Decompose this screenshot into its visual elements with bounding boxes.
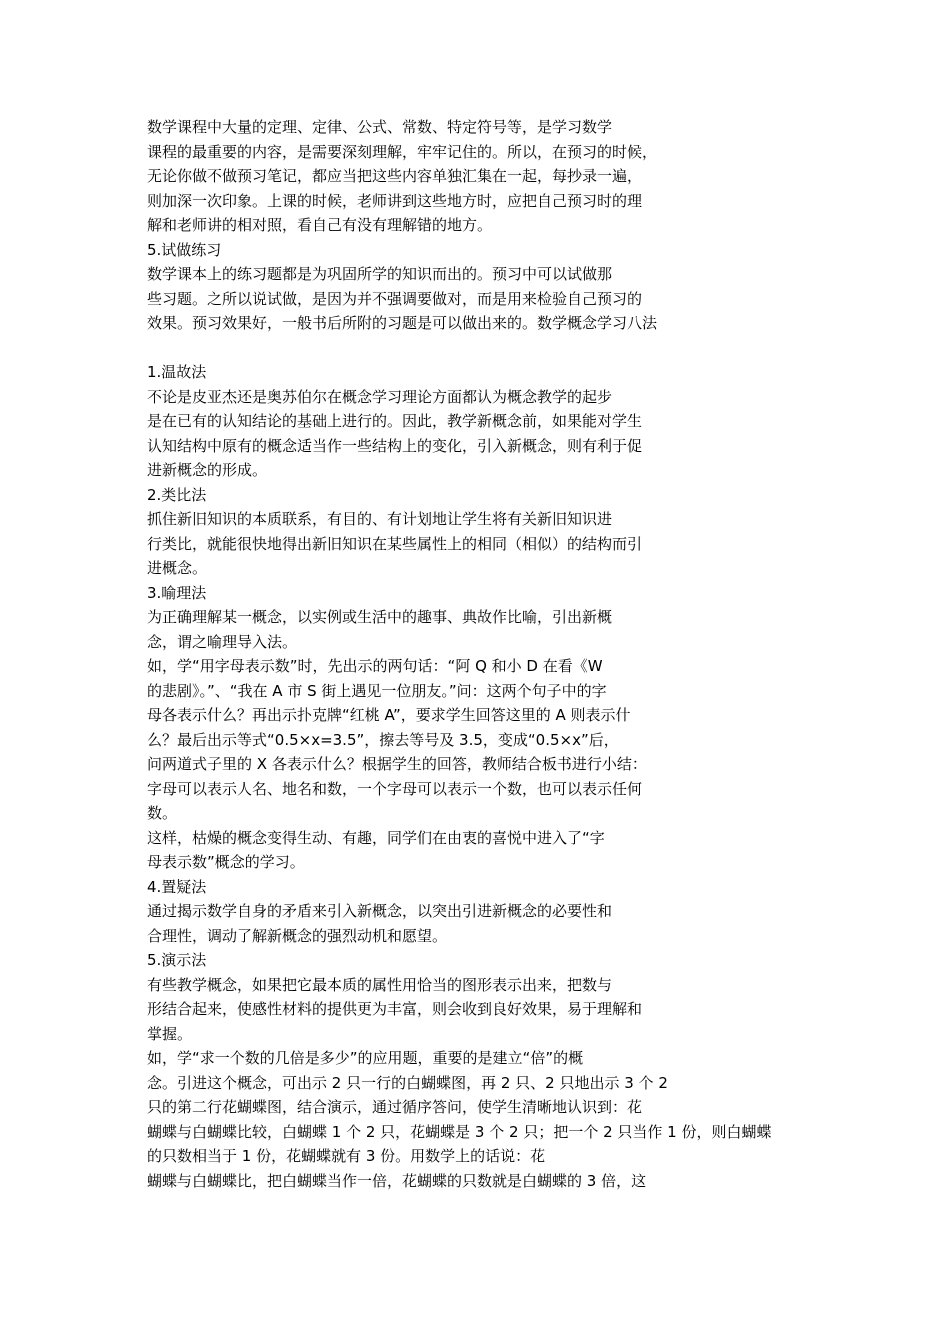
document-line: 有些教学概念，如果把它最本质的属性用恰当的图形表示出来，把数与 bbox=[147, 975, 613, 994]
document-line: 的悲剧》。”、“我在 A 市 S 街上遇见一位朋友。”问：这两个句子中的字 bbox=[147, 681, 607, 700]
document-line: 1.温故法 bbox=[147, 363, 207, 381]
document-line: 念，谓之喻理导入法。 bbox=[147, 632, 298, 651]
document-line: 这样，枯燥的概念变得生动、有趣，同学们在由衷的喜悦中进入了“字 bbox=[147, 828, 605, 847]
document-line: 如，学“用字母表示数”时，先出示的两句话：“阿 Q 和小 D 在看《W bbox=[147, 657, 603, 675]
document-line: 无论你做不做预习笔记，都应当把这些内容单独汇集在一起，每抄录一遍， bbox=[147, 167, 643, 185]
document-line: 如，学“求一个数的几倍是多少”的应用题，重要的是建立“倍”的概 bbox=[147, 1049, 584, 1067]
document-line bbox=[147, 336, 927, 361]
document-line: 只的第二行花蝴蝶图，结合演示，通过循序答问，使学生清晰地认识到：花 bbox=[147, 1098, 643, 1116]
document-line: 数学课程中大量的定理、定律、公式、常数、特定符号等，是学习数学 bbox=[147, 118, 613, 136]
document-line: 数。 bbox=[147, 804, 178, 822]
document-line: 通过揭示数学自身的矛盾来引入新概念，以突出引进新概念的必要性和 bbox=[147, 902, 613, 920]
document-line: 抓住新旧知识的本质联系，有目的、有计划地让学生将有关新旧知识进 bbox=[147, 510, 613, 528]
document-line: 效果。预习效果好，一般书后所附的习题是可以做出来的。数学概念学习八法 bbox=[147, 314, 658, 332]
document-line: 数学课本上的练习题都是为巩固所学的知识而出的。预习中可以试做那 bbox=[147, 265, 613, 283]
document-line: 进新概念的形成。 bbox=[147, 461, 268, 479]
document-line: 进概念。 bbox=[147, 559, 208, 577]
document-line: 为正确理解某一概念，以实例或生活中的趣事、典故作比喻，引出新概 bbox=[147, 608, 613, 626]
document-line: 2.类比法 bbox=[147, 485, 207, 504]
document-line: 母各表示什么？再出示扑克牌“红桃 A”，要求学生回答这里的 A 则表示什 bbox=[147, 706, 631, 724]
document-line: 解和老师讲的相对照，看自己有没有理解错的地方。 bbox=[147, 216, 493, 234]
document-line: 则加深一次印象。上课的时候，老师讲到这些地方时，应把自己预习时的理 bbox=[147, 191, 643, 210]
document-line: 念。引进这个概念，可出示 2 只一行的白蝴蝶图，再 2 只、2 只地出示 3 个 2 bbox=[147, 1073, 668, 1092]
document-line: 合理性，调动了解新概念的强烈动机和愿望。 bbox=[147, 926, 448, 945]
document-line: 5.试做练习 bbox=[147, 240, 222, 259]
document-line: 蝴蝶与白蝴蝶比较，白蝴蝶 1 个 2 只，花蝴蝶是 3 个 2 只；把一个 2 只当作 1 份，则白蝴蝶 bbox=[147, 1122, 772, 1141]
document-line: 是在已有的认知结论的基础上进行的。因此，教学新概念前，如果能对学生 bbox=[147, 412, 643, 430]
document-line: 5.演示法 bbox=[147, 951, 207, 969]
document-body bbox=[147, 115, 927, 1193]
document-line: 字母可以表示人名、地名和数，一个字母可以表示一个数，也可以表示任何 bbox=[147, 779, 643, 798]
document-line: 掌握。 bbox=[147, 1024, 193, 1043]
document-line: 认知结构中原有的概念适当作一些结构上的变化，引入新概念，则有利于促 bbox=[147, 436, 643, 455]
document-line: 不论是皮亚杰还是奥苏伯尔在概念学习理论方面都认为概念教学的起步 bbox=[147, 387, 613, 406]
document-line: 么？最后出示等式“0.5×x=3.5”，擦去等号及 3.5，变成“0.5×x”后， bbox=[147, 730, 619, 749]
document-line: 3.喻理法 bbox=[147, 583, 207, 602]
document-line: 形结合起来，使感性材料的提供更为丰富，则会收到良好效果，易于理解和 bbox=[147, 1000, 643, 1018]
document-line: 行类比，就能很快地得出新旧知识在某些属性上的相同（相似）的结构而引 bbox=[147, 534, 643, 553]
document-line: 蝴蝶与白蝴蝶比，把白蝴蝶当作一倍，花蝴蝶的只数就是白蝴蝶的 3 倍，这 bbox=[147, 1171, 647, 1190]
document-line: 问两道式子里的 X 各表示什么？根据学生的回答，教师结合板书进行小结： bbox=[147, 755, 647, 773]
document-line: 4.置疑法 bbox=[147, 877, 207, 896]
document-line: 些习题。之所以说试做，是因为并不强调要做对，而是用来检验自己预习的 bbox=[147, 289, 643, 308]
document-line: 的只数相当于 1 份，花蝴蝶就有 3 份。用数学上的话说：花 bbox=[147, 1147, 546, 1165]
document-line: 母表示数”概念的学习。 bbox=[147, 853, 305, 871]
document-line: 课程的最重要的内容，是需要深刻理解，牢牢记住的。所以，在预习的时候， bbox=[147, 142, 658, 161]
